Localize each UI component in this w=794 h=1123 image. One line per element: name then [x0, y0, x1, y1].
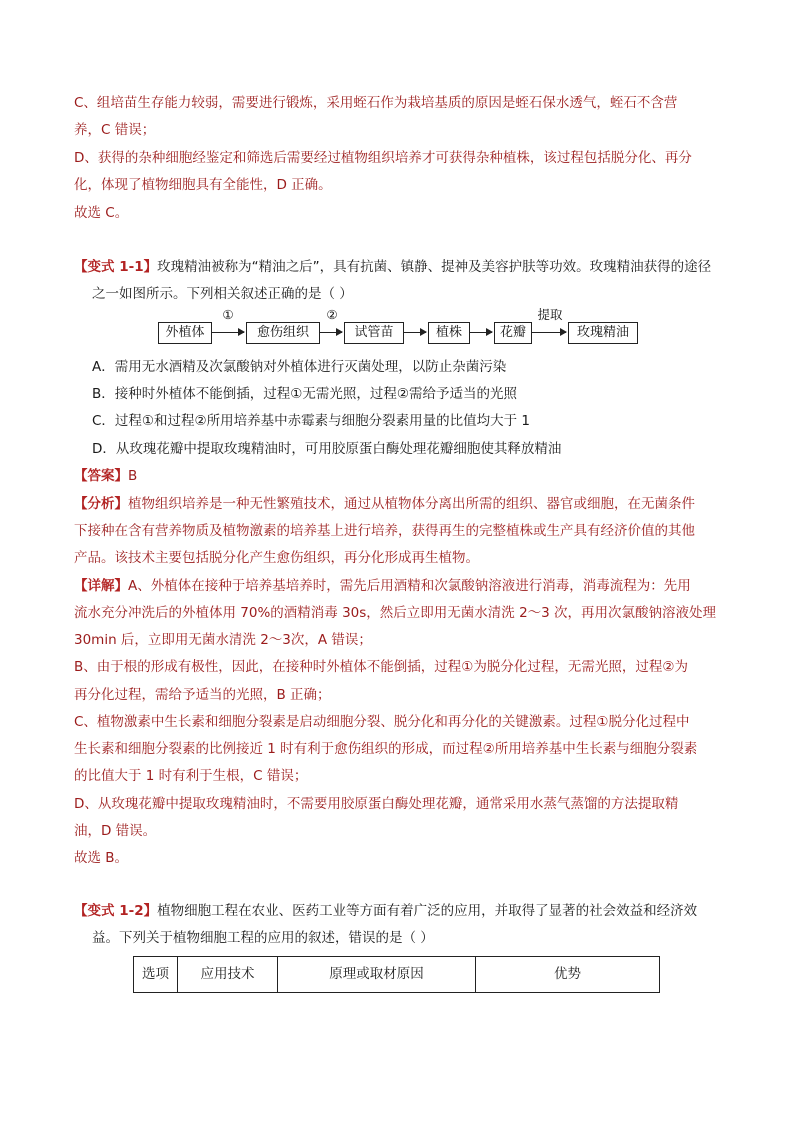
flow-box-callus: 愈伤组织	[246, 322, 320, 344]
table-header-option: 选项	[134, 957, 178, 993]
q2-table	[133, 956, 660, 993]
detail-b-line2: 再分化过程，需给予适当的光照，B 正确；	[74, 687, 331, 703]
analysis-line3: 产品。该技术主要包括脱分化产生愈伤组织，再分化形成再生植物。	[74, 550, 479, 566]
q1-option-b: B．接种时外植体不能倒插，过程①无需光照，过程②需给予适当的光照	[92, 386, 517, 402]
flow-arrow-1	[212, 332, 244, 333]
detail-c-line3: 的比值大于 1 时有利于生根，C 错误；	[74, 768, 308, 784]
detail-c-line1: C、植物激素中生长素和细胞分裂素是启动细胞分裂、脱分化和再分化的关键激素。过程①脱分化过程中	[74, 714, 690, 730]
analysis-tag: 【分析】	[74, 496, 128, 512]
q1-option-c: C．过程①和过程②所用培养基中赤霉素与细胞分裂素用量的比值均大于 1	[92, 413, 531, 429]
detail-a-line1	[74, 573, 734, 600]
q2-stem-line1	[74, 898, 734, 925]
flow-box-petal: 花瓣	[494, 322, 532, 344]
detail-d-line1: D、从玫瑰花瓣中提取玫瑰精油时，不需要用胶原蛋白酶处理花瓣，通常采用水蒸气蒸馏的方法提取精	[74, 796, 679, 812]
q1-choose: 故选 B。	[74, 850, 129, 866]
detail-c-line2: 生长素和细胞分裂素的比例接近 1 时有利于愈伤组织的形成，而过程②所用培养基中生长素与细胞分裂素	[74, 741, 698, 757]
q2-stem-text: 植物细胞工程在农业、医药工业等方面有着广泛的应用，并取得了显著的社会效益和经济效	[157, 903, 698, 919]
table-header-row	[134, 957, 660, 993]
answer-value: B	[128, 468, 138, 484]
flow-label-2: ②	[326, 307, 338, 322]
analysis-line2: 下接种在含有营养物质及植物激素的培养基上进行培养，获得再生的完整植株或生产具有经济价值的其他	[74, 523, 695, 539]
flow-label-extract: 提取	[537, 307, 563, 322]
q2-tag: 【变式 1-2】	[74, 903, 158, 919]
table-header-principle: 原理或取材原因	[278, 957, 476, 993]
prev-option-c-line2: 养，C 错误；	[74, 122, 156, 138]
analysis-line1	[74, 491, 734, 518]
prev-option-c-line1: C、组培苗生存能力较弱，需要进行锻炼，采用蛭石作为栽培基质的原因是蛭石保水透气，蛭石不含营	[74, 95, 678, 111]
flow-box-explant: 外植体	[158, 322, 212, 344]
flow-arrow-5	[532, 332, 566, 333]
flow-diagram	[158, 307, 638, 346]
table-header-technique: 应用技术	[178, 957, 278, 993]
flow-label-1: ①	[222, 307, 234, 322]
detail-a-text: A、外植体在接种于培养基培养时，需先后用酒精和次氯酸钠溶液进行消毒，消毒流程为：先用	[128, 578, 691, 594]
q1-option-d: D．从玫瑰花瓣中提取玫瑰精油时，可用胶原蛋白酶处理花瓣细胞使其释放精油	[92, 441, 562, 457]
analysis-text: 植物组织培养是一种无性繁殖技术，通过从植物体分离出所需的组织、器官或细胞，在无菌条件	[128, 496, 695, 512]
detail-a-line3: 30min 后，立即用无菌水清洗 2～3次，A 错误；	[74, 632, 372, 648]
flow-arrow-4	[470, 332, 492, 333]
q1-stem-line1	[74, 254, 734, 281]
q1-answer	[74, 463, 734, 490]
prev-option-d-line2: 化，体现了植物细胞具有全能性，D 正确。	[74, 177, 332, 193]
prev-choose: 故选 C。	[74, 205, 129, 221]
detail-d-line2: 油，D 错误。	[74, 823, 157, 839]
flow-arrow-3	[404, 332, 426, 333]
flow-arrow-2	[320, 332, 342, 333]
q1-stem-text: 玫瑰精油被称为“精油之后”，具有抗菌、镇静、提神及美容护肤等功效。玫瑰精油获得的途径	[157, 259, 712, 275]
detail-tag: 【详解】	[74, 578, 128, 594]
q1-tag: 【变式 1-1】	[74, 259, 158, 275]
detail-a-line2: 流水充分冲洗后的外植体用 70%的酒精消毒 30s，然后立即用无菌水清洗 2～3 次，再用次氯酸钠溶液处理	[74, 605, 717, 621]
flow-box-plant: 植株	[428, 322, 470, 344]
q1-option-a: A．需用无水酒精及次氯酸钠对外植体进行灭菌处理，以防止杂菌污染	[92, 359, 507, 375]
prev-option-d-line1: D、获得的杂种细胞经鉴定和筛选后需要经过植物组织培养才可获得杂种植株，该过程包括脱分化、再分	[74, 150, 692, 166]
detail-b-line1: B、由于根的形成有极性，因此，在接种时外植体不能倒插，过程①为脱分化过程，无需光照，过程②为	[74, 659, 688, 675]
flow-box-plantlet: 试管苗	[344, 322, 404, 344]
q2-stem-line2: 益。下列关于植物细胞工程的应用的叙述，错误的是（ ）	[92, 930, 434, 946]
answer-tag: 【答案】	[74, 468, 128, 484]
table-header-advantage: 优势	[476, 957, 660, 993]
flow-box-rose-oil: 玫瑰精油	[568, 322, 638, 344]
q1-stem-line2: 之一如图所示。下列相关叙述正确的是（ ）	[92, 286, 353, 302]
